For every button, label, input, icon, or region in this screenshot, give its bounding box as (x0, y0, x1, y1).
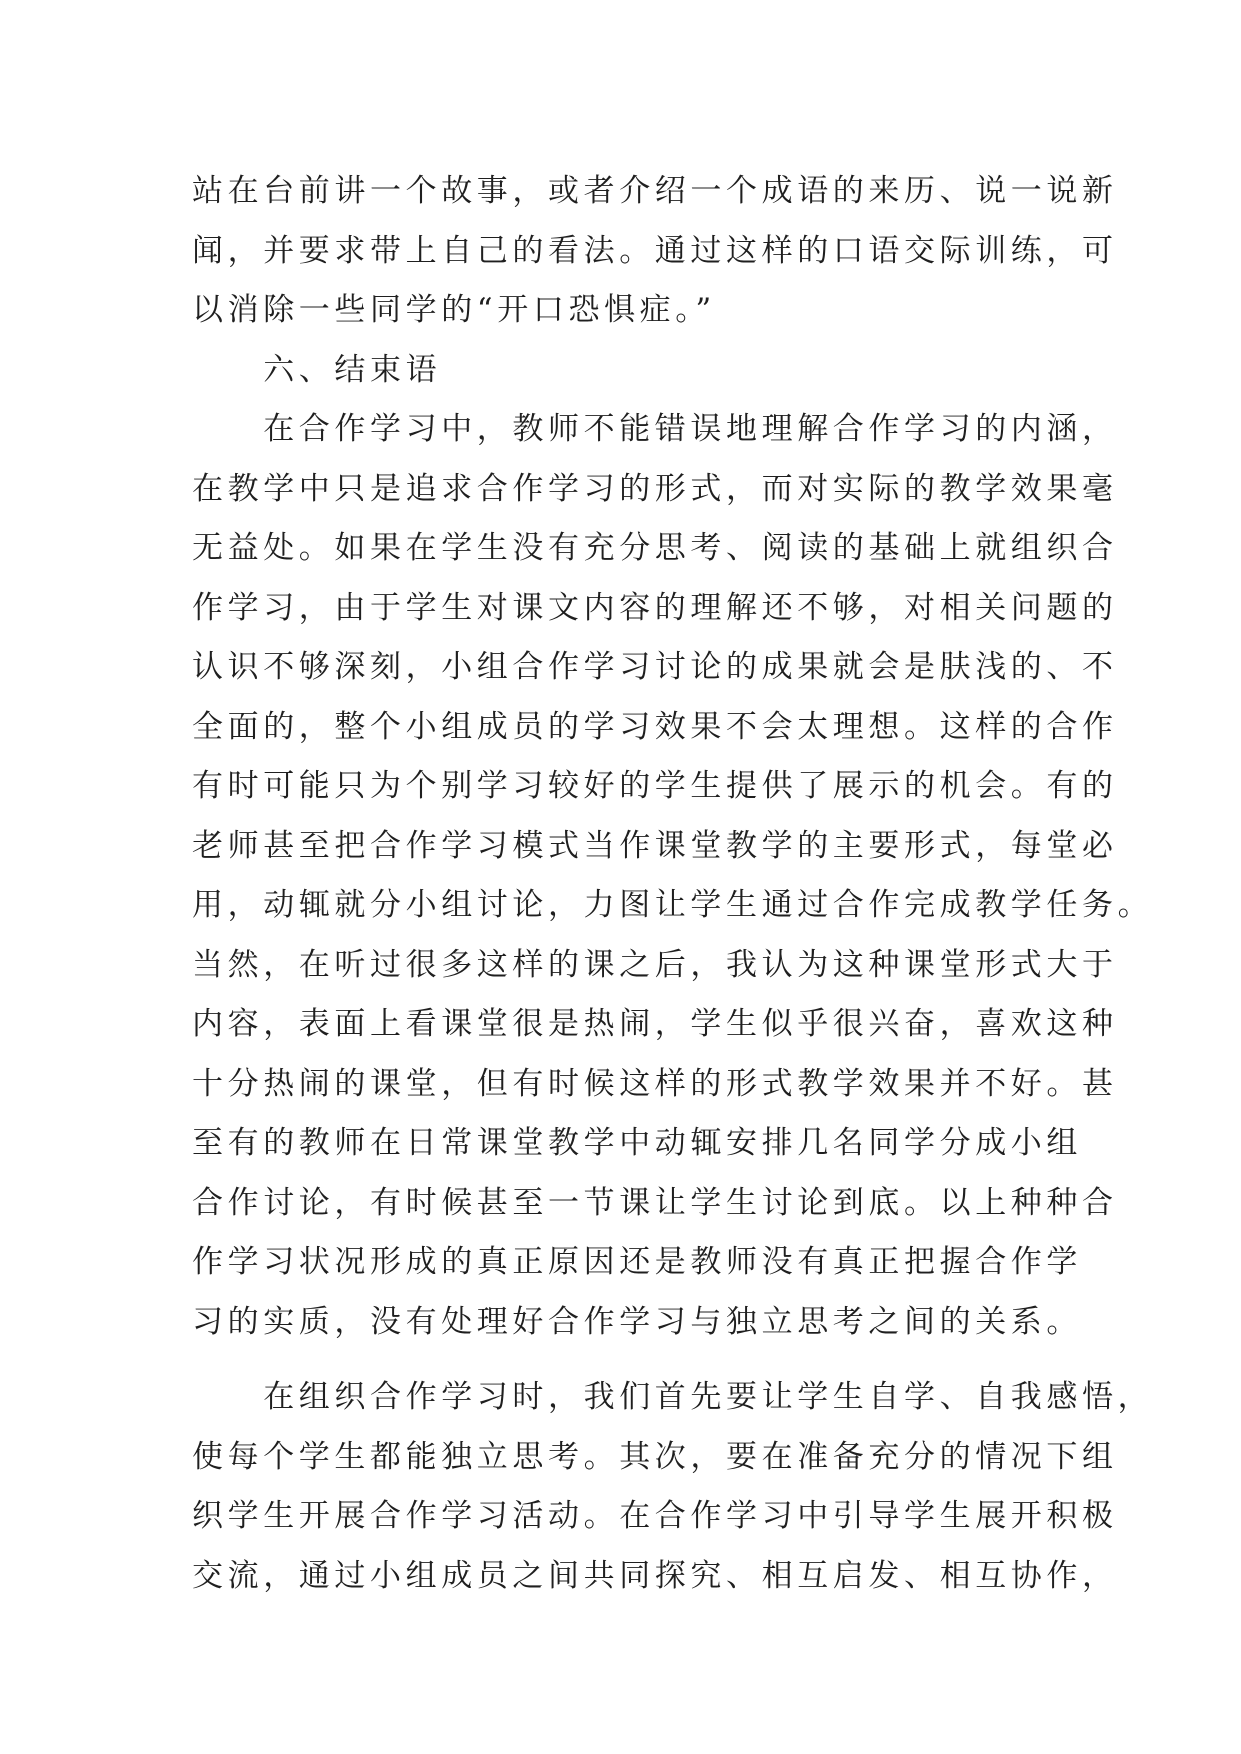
text-line: 老师甚至把合作学习模式当作课堂教学的主要形式，每堂必 (192, 827, 1118, 864)
text-line: 闻，并要求带上自己的看法。通过这样的口语交际训练，可 (192, 232, 1118, 269)
text-line: 至有的教师在日常课堂教学中动辄安排几名同学分成小组 (192, 1125, 1082, 1161)
text-line: 交流，通过小组成员之间共同探究、相互启发、相互协作， (192, 1557, 1118, 1594)
paragraph-storytelling (192, 162, 1118, 341)
text-line: 以消除一些同学的“开口恐惧症。” (192, 292, 716, 328)
text-line: 在合作学习中，教师不能错误地理解合作学习的内涵， (192, 411, 1118, 447)
text-line: 织学生开展合作学习活动。在合作学习中引导学生展开积极 (192, 1498, 1118, 1534)
text-line: 用，动辄就分小组讨论，力图让学生通过合作完成教学任务。 (192, 887, 1154, 923)
paragraph-cooperative-learning (192, 400, 1154, 1352)
text-line: 使每个学生都能独立思考。其次，要在准备充分的情况下组 (192, 1438, 1118, 1475)
text-line: 作学习，由于学生对课文内容的理解还不够，对相关问题的 (192, 589, 1118, 626)
text-line: 有时可能只为个别学习较好的学生提供了展示的机会。有的 (192, 768, 1118, 804)
section-heading (192, 341, 1052, 401)
text-line: 合作讨论，有时候甚至一节课让学生讨论到底。以上种种合 (192, 1184, 1118, 1221)
text-line: 站在台前讲一个故事，或者介绍一个成语的来历、说一说新 (192, 173, 1118, 209)
text-line: 十分热闹的课堂，但有时候这样的形式教学效果并不好。甚 (192, 1065, 1118, 1102)
text-line: 当然，在听过很多这样的课之后，我认为这种课堂形式大于 (192, 946, 1118, 983)
text-line: 认识不够深刻，小组合作学习讨论的成果就会是肤浅的、不 (192, 649, 1118, 685)
text-line: 习的实质，没有处理好合作学习与独立思考之间的关系。 (192, 1303, 1082, 1340)
document-body (192, 162, 1154, 1606)
text-line: 在组织合作学习时，我们首先要让学生自学、自我感悟， (192, 1379, 1154, 1415)
text-line: 全面的，整个小组成员的学习效果不会太理想。这样的合作 (192, 708, 1118, 745)
text-line: 内容，表面上看课堂很是热闹，学生似乎很兴奋，喜欢这种 (192, 1006, 1118, 1042)
text-line: 无益处。如果在学生没有充分思考、阅读的基础上就组织合 (192, 530, 1118, 566)
heading-conclusion: 六、结束语 (192, 351, 442, 388)
paragraph-organizing-cooperation (192, 1368, 1154, 1606)
text-line: 在教学中只是追求合作学习的形式，而对实际的教学效果毫 (192, 470, 1118, 507)
text-line: 作学习状况形成的真正原因还是教师没有真正把握合作学 (192, 1244, 1082, 1280)
